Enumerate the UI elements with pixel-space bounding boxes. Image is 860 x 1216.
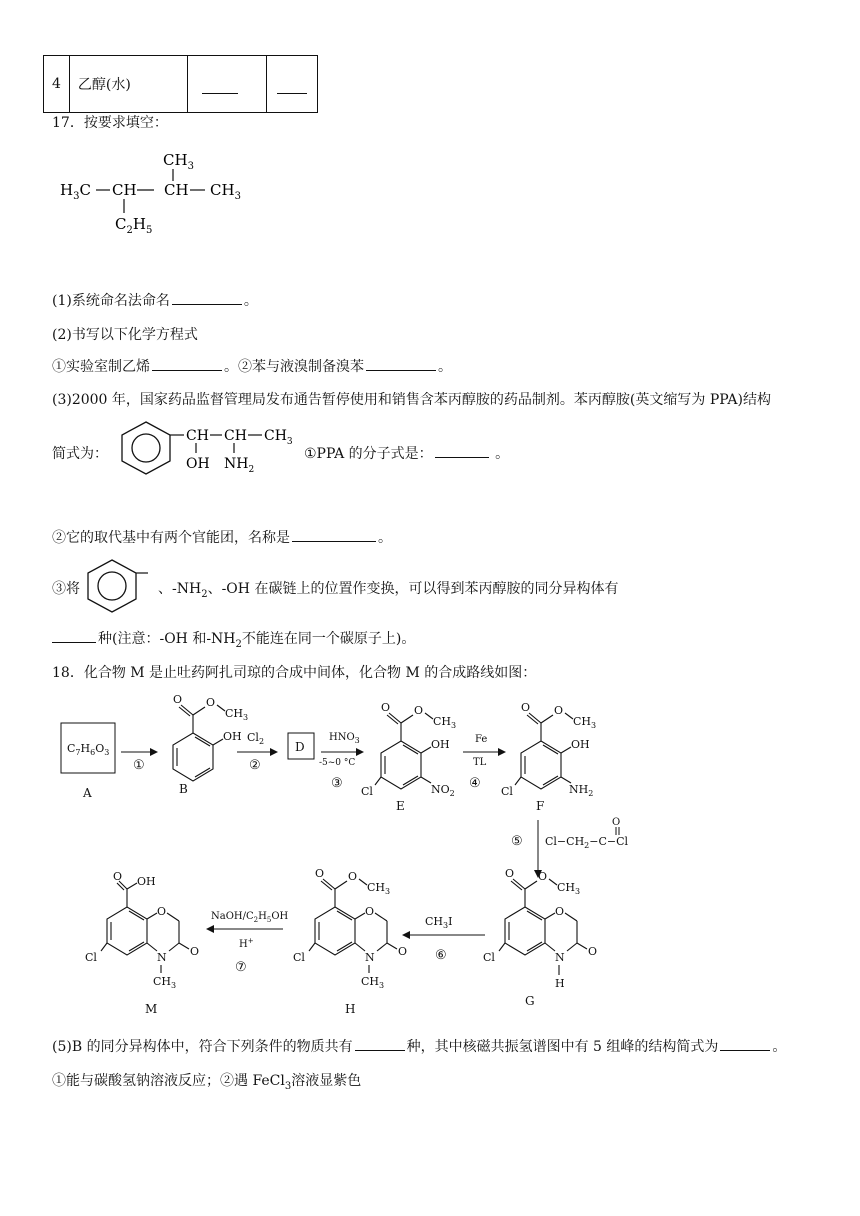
reagent-cl2: $Cl_2$: [247, 731, 265, 746]
svg-text:O: O: [190, 945, 200, 958]
svg-text:OH: OH: [137, 875, 156, 888]
svg-text:M: M: [145, 1002, 158, 1016]
svg-text:N: N: [157, 951, 167, 964]
reagent-hplus: H+: [239, 937, 254, 950]
reagent-5: $Cl-CH_2-C-Cl$: [545, 835, 629, 850]
q17-part3b: ②它的取代基中有两个官能团，名称是 。: [52, 530, 392, 546]
blank-cell-2: [266, 56, 317, 113]
q17-part2-items: ①实验室制乙烯 。②苯与液溴制备溴苯 。: [52, 359, 452, 375]
svg-text:O: O: [538, 870, 548, 883]
reagent-hno3: $HNO_3$: [329, 732, 360, 745]
svg-text:A: A: [83, 786, 92, 800]
svg-text:OH: OH: [186, 456, 210, 472]
f-ch3: $CH_3$: [573, 715, 597, 730]
svg-text:H: H: [555, 977, 565, 990]
h-ch3: $CH_3$: [367, 881, 391, 896]
svg-text:④: ④: [469, 776, 481, 791]
svg-text:F: F: [536, 799, 545, 813]
q17-ppa-formula: ①PPA 的分子式是： 。: [304, 446, 510, 462]
svg-text:O: O: [348, 870, 358, 883]
compound-e: [375, 713, 433, 789]
svg-text:⑥: ⑥: [435, 948, 447, 963]
svg-text:Cl: Cl: [361, 785, 373, 798]
svg-text:TL: TL: [473, 757, 487, 768]
reagent-ch3i: $CH_3I$: [425, 915, 453, 930]
svg-text:O: O: [173, 693, 183, 706]
compound-m: [101, 881, 189, 955]
q17-structure: [60, 145, 260, 235]
svg-text:O: O: [521, 701, 531, 714]
q17-title: 17．按要求填空：: [52, 115, 168, 131]
struct-c2h5: $C_2H_5$: [115, 215, 153, 235]
svg-text:O: O: [365, 905, 375, 918]
svg-text:O: O: [612, 817, 621, 828]
answer-table: [43, 55, 318, 113]
blank-cell-1: [187, 56, 266, 113]
substance-cell: 乙醇(水): [69, 56, 187, 113]
svg-text:②: ②: [249, 758, 261, 773]
e-no2: $NO_2$: [431, 783, 455, 798]
svg-text:D: D: [295, 740, 305, 754]
svg-text:OH: OH: [571, 738, 590, 751]
compound-f: [515, 713, 573, 789]
svg-text:E: E: [396, 799, 405, 813]
svg-text:O: O: [555, 905, 565, 918]
q18-conditions: ①能与碳酸氢钠溶液反应；②遇 FeCl$_3$溶液显紫色: [52, 1073, 362, 1092]
svg-text:O: O: [381, 701, 391, 714]
q17-part3: (3)2000 年，国家药品监督管理局发布通告暂停使用和销售含苯丙醇胺的药品制剂。苯丙醇胺(英文缩写为 PPA)结构: [52, 392, 771, 408]
svg-text:O: O: [505, 867, 515, 880]
row-number: 4: [44, 56, 70, 113]
q17-part3c-text: 、$-NH_2$、-OH 在碳链上的位置作变换，可以得到苯丙醇胺的同分异构体有: [158, 581, 619, 600]
ppa-structure: [120, 418, 305, 480]
h-nch3: $CH_3$: [361, 975, 385, 990]
synthesis-route: [45, 685, 830, 1025]
svg-text:Cl: Cl: [85, 951, 97, 964]
q17-ppa-lead: 简式为：: [52, 446, 108, 462]
q17-part1: (1)系统命名法命名 。: [52, 293, 258, 309]
phenyl-structure: [86, 557, 156, 615]
g-ch3: $CH_3$: [557, 881, 581, 896]
svg-text:O: O: [113, 870, 123, 883]
svg-text:⑤: ⑤: [511, 834, 523, 849]
table-row: [44, 56, 318, 113]
svg-text:O: O: [554, 704, 564, 717]
q17-part2: (2)书写以下化学方程式: [52, 327, 198, 343]
struct-ch3-right: $CH_3$: [210, 181, 241, 202]
svg-text:O: O: [157, 905, 167, 918]
svg-text:O: O: [315, 867, 325, 880]
svg-text:CH: CH: [186, 428, 209, 444]
m-nch3: $CH_3$: [153, 975, 177, 990]
svg-text:CH: CH: [112, 181, 137, 199]
svg-text:①: ①: [133, 758, 145, 773]
ppa-nh2: $NH_2$: [224, 456, 255, 475]
svg-text:G: G: [525, 994, 535, 1008]
svg-text:Fe: Fe: [475, 734, 488, 745]
svg-text:N: N: [365, 951, 375, 964]
f-nh2: $NH_2$: [569, 783, 594, 798]
svg-text:OH: OH: [223, 730, 242, 743]
svg-text:O: O: [206, 696, 216, 709]
b-ch3: $CH_3$: [225, 707, 249, 722]
svg-text:H: H: [345, 1002, 356, 1016]
svg-text:CH: CH: [164, 181, 189, 199]
svg-text:Cl: Cl: [501, 785, 513, 798]
q17-part3c-end: 种(注意：-OH 和$-NH_2$不能连在同一个碳原子上)。: [52, 628, 415, 650]
svg-text:-5~0 °C: -5~0 °C: [319, 758, 356, 768]
svg-text:⑦: ⑦: [235, 960, 247, 975]
svg-text:N: N: [555, 951, 565, 964]
svg-text:OH: OH: [431, 738, 450, 751]
q17-part3c-lead: ③将: [52, 581, 80, 597]
svg-text:Cl: Cl: [293, 951, 305, 964]
svg-text:B: B: [179, 782, 188, 796]
reagent-naoh: NaOH/$C_2H_5OH$: [211, 911, 289, 924]
q18-part5: (5)B 的同分异构体中，符合下列条件的物质共有 种，其中核磁共振氢谱图中有 5 组峰的结构简式为 。: [52, 1039, 787, 1055]
struct-ch3-top: $CH_3$: [163, 151, 194, 172]
svg-text:O: O: [588, 945, 598, 958]
svg-text:O: O: [414, 704, 424, 717]
svg-text:③: ③: [331, 776, 343, 791]
svg-text:O: O: [398, 945, 408, 958]
compound-b: [173, 705, 225, 781]
q18-title: 18．化合物 M 是止吐药阿扎司琼的合成中间体，化合物 M 的合成路线如图：: [52, 665, 537, 681]
box-a-formula: $C_7H_6O_3$: [67, 742, 110, 757]
svg-text:CH: CH: [224, 428, 247, 444]
e-ch3: $CH_3$: [433, 715, 457, 730]
struct-main-chain: $H_3C$: [60, 181, 91, 202]
ppa-ch3: $CH_3$: [264, 428, 293, 447]
svg-text:Cl: Cl: [483, 951, 495, 964]
